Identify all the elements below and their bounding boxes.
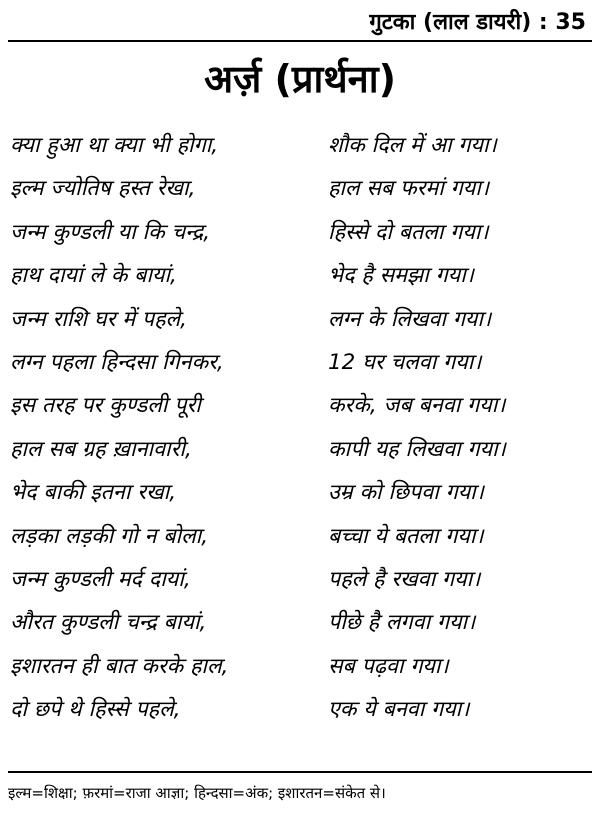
verse-second-half: उम्र को छिपवा गया। [328, 480, 484, 506]
verse-line [0, 651, 600, 694]
verse-second-half: सब पढ़वा गया। [328, 653, 449, 679]
verse-first-half: लग्न पहला हिन्दसा गिनकर, [10, 349, 224, 375]
verse-first-half: दो छपे थे हिस्से पहले, [10, 697, 181, 723]
verse-line [0, 217, 600, 260]
verse-first-half: इल्म ज्योतिष हस्त रेखा, [10, 176, 196, 202]
verse-line [0, 694, 600, 737]
verse-line [0, 434, 600, 477]
verse-second-half: हिस्से दो बतला गया। [328, 219, 489, 245]
verse-line [0, 173, 600, 216]
verse-line [0, 477, 600, 520]
verse-first-half: जन्म कुण्डली मर्द दायां, [10, 566, 191, 592]
poem-title: अर्ज़ (प्रार्थना) [204, 57, 396, 101]
verse-first-half: लड़का लड़की गो न बोला, [10, 523, 209, 549]
verse-line [0, 607, 600, 650]
verse-line [0, 521, 600, 564]
verse-second-half: 12 घर चलवा गया। [328, 349, 482, 375]
verse-first-half: हाथ दायां ले के बायां, [10, 263, 177, 289]
verse-line [0, 564, 600, 607]
verse-second-half: भेद है समझा गया। [328, 263, 474, 289]
verse-second-half: बच्चा ये बतला गया। [328, 523, 484, 549]
verse-first-half: जन्म राशि घर में पहले, [10, 306, 187, 332]
verse-first-half: इस तरह पर कुण्डली पूरी [10, 393, 201, 419]
page-header [0, 0, 600, 44]
footnote-divider [8, 771, 592, 773]
verse-line [0, 304, 600, 347]
header-divider [8, 40, 592, 42]
verse-line [0, 390, 600, 433]
verse-second-half: एक ये बनवा गया। [328, 697, 470, 723]
glossary-footnote: इल्म=शिक्षा; फ़रमां=राजा आज्ञा; हिन्दसा=अंक; इशारतन=संकेत से। [8, 784, 386, 802]
running-title: गुटका (लाल डायरी) : 35 [369, 10, 586, 35]
verse-second-half: पीछे है लगवा गया। [328, 610, 476, 636]
verse-line [0, 347, 600, 390]
verse-line [0, 260, 600, 303]
verse-first-half: भेद बाकी इतना रखा, [10, 480, 177, 506]
verse-second-half: लग्न के लिखवा गया। [328, 306, 492, 332]
verse-first-half: इशारतन ही बात करके हाल, [10, 653, 229, 679]
verse-second-half: हाल सब फरमां गया। [328, 176, 489, 202]
verse-first-half: जन्म कुण्डली या कि चन्द्र, [10, 219, 211, 245]
verse-second-half: करके, जब बनवा गया। [328, 393, 506, 419]
verse-first-half: औरत कुण्डली चन्द्र बायां, [10, 610, 207, 636]
verse-second-half: पहले है रखवा गया। [328, 566, 481, 592]
verse-first-half: हाल सब ग्रह ख़ानावारी, [10, 436, 192, 462]
verse-second-half: कापी यह लिखवा गया। [328, 436, 506, 462]
verse-first-half: क्या हुआ था क्या भी होगा, [10, 133, 219, 158]
verse-second-half: शौक दिल में आ गया। [328, 133, 497, 158]
verse-line [0, 130, 600, 173]
poem-body [0, 130, 600, 737]
